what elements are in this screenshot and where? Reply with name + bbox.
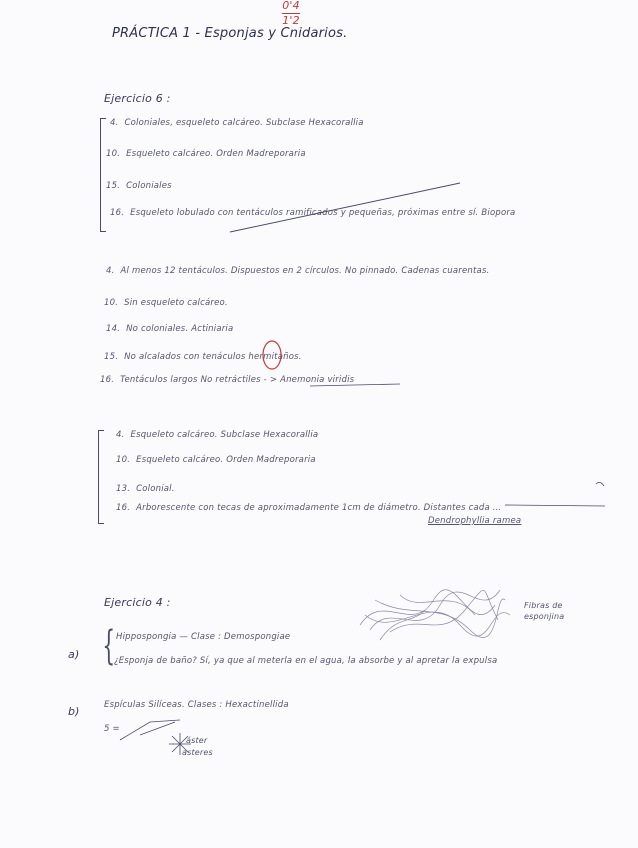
part-a-marker: a) [68,648,80,661]
e6-g2-line-4: 15. No alcalados con tenáculos hermitaños. [104,352,302,362]
grade-numerator: 0'4 [282,0,300,12]
sketch-caption: Fibras de esponjina [524,601,565,621]
e6-g3-line-3: 13. Colonial. [116,484,175,494]
e6-g2-line-2: 10. Sin esqueleto calcáreo. [104,298,228,308]
e6-g3-species: Dendrophyllia ramea [428,516,522,526]
sponge-fiber-sketch [360,590,510,640]
exercise-6-title: Ejercicio 6 : [104,92,171,105]
e6-g1-line-3: 15. Coloniales [106,181,172,191]
e6-g1-line-1: 4. Coloniales, esqueleto calcáreo. Subclase Hexacorallia [110,118,364,128]
e6-g1-line-4: 16. Esqueleto lobulado con tentáculos ramificados y pequeñas, próximas entre sí. Biopora [110,208,516,218]
part-b-asteres: asteres [182,748,213,757]
red-correction-circle [263,341,281,369]
e6-g3-line-4: 16. Arborescente con tecas de aproximadamente 1cm de diámetro. Distantes cada ... [116,503,502,513]
e6-g2-line-1: 4. Al menos 12 tentáculos. Dispuestos en 2 círculos. No pinnado. Cadenas cuarentas. [106,266,490,276]
part-a-brace: { [102,623,116,669]
e6-g3-line-2: 10. Esqueleto calcáreo. Orden Madreporaria [116,455,316,465]
part-b-marker: b) [68,705,80,718]
spicule-sketch [120,720,180,740]
underline-cada [505,505,605,506]
part-a-line-1: Hippospongia — Clase : Demospongiae [116,632,291,642]
e6-g2-line-5: 16. Tentáculos largos No retráctiles - > Anemonia viridis [100,375,355,385]
strike-line [230,183,460,232]
page-title: PRÁCTICA 1 - Esponjas y Cnidarios. [112,26,348,41]
cada-hook [596,482,604,486]
e6-g3-line-1: 4. Esqueleto calcáreo. Subclase Hexacorallia [116,430,319,440]
part-a-line-2: ¿Esponja de baño? Sí, ya que al meterla en el agua, la absorbe y al apretar la expulsa [114,656,498,666]
part-b-line-2: 5 = [104,724,120,734]
grade-denominator: 1'2 [282,14,300,27]
e6-g1-line-2: 10. Esqueleto calcáreo. Orden Madreporaria [106,149,306,159]
underline-anemonia [310,384,400,386]
exercise-4-title: Ejercicio 4 : [104,596,171,609]
aster-star [169,733,191,755]
part-b-line-1: Espículas Silíceas. Clases : Hexactinellida [104,700,289,710]
e6-g2-line-3: 14. No coloniales. Actiniaria [106,324,234,334]
part-b-aster: áster [186,736,208,745]
